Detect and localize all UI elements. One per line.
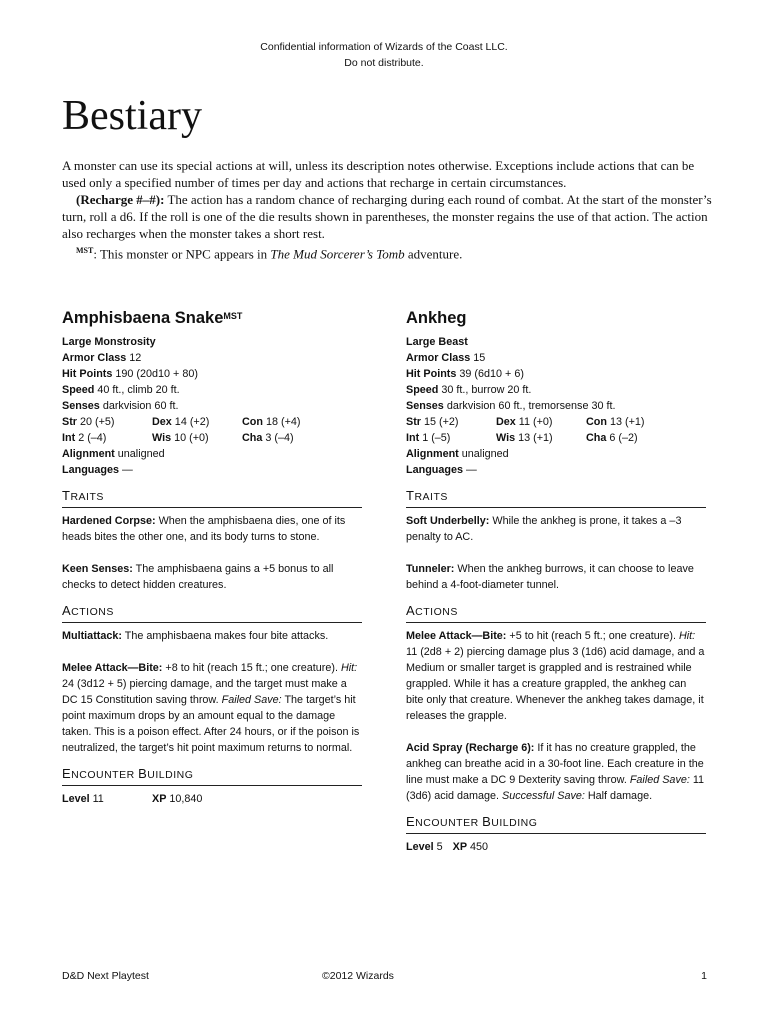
ac-value: 12	[126, 352, 142, 364]
senses-value: darkvision 60 ft., tremorsense 30 ft.	[443, 400, 616, 412]
ability-value: 14 (+2)	[171, 416, 210, 428]
level	[406, 839, 443, 855]
section-encounter-building	[406, 814, 706, 834]
hp-value: 39 (6d10 + 6)	[456, 368, 524, 380]
recharge-paragraph	[62, 191, 712, 242]
successful-save-label: Successful Save:	[502, 790, 585, 802]
ability-cha	[242, 430, 332, 446]
section-rest: UILDING	[147, 769, 194, 781]
languages-label: Languages	[406, 464, 463, 476]
ability-value: 13 (+1)	[607, 416, 645, 428]
action-text: The amphisbaena makes four bite attacks.	[122, 630, 329, 642]
ability-label: Con	[242, 416, 263, 428]
action-label: Acid Spray (Recharge 6):	[406, 742, 535, 754]
hit-label: Hit:	[678, 630, 696, 642]
action-bite	[62, 660, 362, 756]
ability-label: Wis	[152, 432, 172, 444]
armor-class	[406, 350, 706, 366]
trait-hardened-corpse	[62, 513, 362, 545]
statblock-amphisbaena	[62, 306, 362, 807]
ability-label: Cha	[242, 432, 263, 444]
alignment-value: unaligned	[458, 448, 509, 460]
action-text: 11 (3d6) acid damage.	[406, 774, 705, 802]
action-label: Melee Attack—Bite:	[406, 630, 507, 642]
section-cap: A	[406, 603, 416, 618]
failed-save-label: Failed Save:	[221, 694, 282, 706]
monster-source-sup: MST	[223, 311, 243, 321]
trait-tunneler	[406, 561, 706, 593]
page-number: 1	[701, 970, 707, 982]
section-actions	[406, 603, 706, 623]
action-text: Half damage.	[584, 790, 653, 802]
ability-row	[406, 414, 706, 430]
speed-value: 40 ft., climb 20 ft.	[94, 384, 180, 396]
ability-label: Int	[62, 432, 76, 444]
section-rest: CTIONS	[415, 606, 458, 618]
action-text: If it has no creature grappled, the ankheg can breathe acid in a 30-foot line. Each creature in the line must make a DC 9 Dexterity saving throw.	[406, 742, 704, 786]
ability-label: Dex	[152, 416, 172, 428]
trait-label: Tunneler:	[406, 563, 455, 575]
ability-value: 3 (–4)	[262, 432, 294, 444]
ability-wis	[152, 430, 242, 446]
hit-points	[62, 366, 362, 382]
ability-row	[62, 430, 362, 446]
action-bite	[406, 628, 706, 724]
senses-label: Senses	[62, 400, 100, 412]
ability-con	[586, 414, 676, 430]
hit-label: Hit:	[340, 662, 358, 674]
ability-value: 15 (+2)	[421, 416, 459, 428]
senses	[62, 398, 362, 414]
ability-label: Str	[62, 416, 77, 428]
xp-label: XP	[152, 793, 167, 805]
ability-label: Cha	[586, 432, 607, 444]
ability-int	[62, 430, 152, 446]
section-cap: E	[62, 766, 72, 781]
ability-label: Int	[406, 432, 420, 444]
ability-label: Wis	[496, 432, 516, 444]
hp-value: 190 (20d10 + 80)	[112, 368, 198, 380]
action-multiattack	[62, 628, 362, 644]
action-acid-spray	[406, 740, 706, 804]
speed-value: 30 ft., burrow 20 ft.	[438, 384, 532, 396]
intro-paragraph: A monster can use its special actions at will, unless its description notes otherwise. Exceptions include actions that can be used only a specified number of times per day and actions that recharge in certain circumstances.	[62, 158, 695, 190]
mst-adventure-title: The Mud Sorcerer’s Tomb	[270, 246, 405, 262]
action-text: 24 (3d12 + 5) piercing damage, and the target must make a DC 15 Constitution saving throw.	[62, 678, 347, 706]
senses-label: Senses	[406, 400, 444, 412]
monster-name-text: Amphisbaena Snake	[62, 309, 224, 327]
action-text: +8 to hit (reach 15 ft.; one creature).	[162, 662, 341, 674]
ability-str	[406, 414, 496, 430]
languages-label: Languages	[62, 464, 119, 476]
ability-value: 18 (+4)	[263, 416, 301, 428]
intro-text	[62, 157, 712, 262]
mst-text-pre: : This monster or NPC appears in	[93, 246, 271, 262]
trait-label: Hardened Corpse:	[62, 515, 156, 527]
trait-text: When the amphisbaena dies, one of its heads bites the other one, and its body turns to stone.	[62, 515, 346, 543]
languages	[62, 462, 362, 478]
speed-label: Speed	[406, 384, 439, 396]
xp	[152, 791, 202, 807]
action-text: +5 to hit (reach 5 ft.; one creature).	[506, 630, 679, 642]
ac-label: Armor Class	[62, 352, 127, 364]
monster-name: Ankheg	[406, 309, 467, 327]
ability-wis	[496, 430, 586, 446]
ability-value: 6 (–2)	[606, 432, 638, 444]
ability-label: Dex	[496, 416, 516, 428]
monster-type: Large Monstrosity	[62, 336, 156, 348]
page-title: Bestiary	[62, 93, 202, 139]
section-rest: UILDING	[491, 817, 538, 829]
languages-value: —	[119, 464, 133, 476]
senses-value: darkvision 60 ft.	[99, 400, 179, 412]
ability-int	[406, 430, 496, 446]
hit-points	[406, 366, 706, 382]
ability-cha	[586, 430, 676, 446]
recharge-text: The action has a random chance of recharging during each round of combat. At the start of the monster’s turn, roll a d6. If the roll is one of the die results shown in parentheses, the monster regains the use of that action. The action also recharges when the monster takes a short rest.	[62, 192, 712, 241]
section-rest: CTIONS	[71, 606, 114, 618]
section-rest: NCOUNTER	[415, 817, 483, 829]
section-cap: A	[62, 603, 72, 618]
encounter-values	[62, 791, 362, 807]
xp-value: 10,840	[166, 793, 203, 805]
ability-value: 13 (+1)	[515, 432, 553, 444]
ability-value: 1 (–5)	[419, 432, 451, 444]
alignment	[62, 446, 362, 462]
trait-text: When the ankheg burrows, it can choose to leave behind a 4-foot-diameter tunnel.	[406, 563, 694, 591]
section-cap: E	[406, 814, 416, 829]
hp-label: Hit Points	[62, 368, 113, 380]
confidential-line-2: Do not distribute.	[344, 57, 424, 69]
xp	[453, 839, 488, 855]
section-encounter-building	[62, 766, 362, 786]
section-rest: RAITS	[414, 491, 448, 503]
monster-type: Large Beast	[406, 336, 468, 348]
level-label: Level	[406, 841, 434, 853]
action-label: Multiattack:	[62, 630, 122, 642]
ac-value: 15	[470, 352, 486, 364]
ability-str	[62, 414, 152, 430]
ability-value: 10 (+0)	[171, 432, 209, 444]
speed	[406, 382, 706, 398]
confidential-line-1: Confidential information of Wizards of the Coast LLC.	[260, 41, 508, 53]
footer-left: D&D Next Playtest	[62, 970, 149, 982]
trait-text: The amphisbaena gains a +5 bonus to all checks to detect hidden creatures.	[62, 563, 334, 591]
trait-label: Soft Underbelly:	[406, 515, 490, 527]
alignment-label: Alignment	[62, 448, 115, 460]
ability-value: 20 (+5)	[77, 416, 115, 428]
ability-value: 2 (–4)	[75, 432, 107, 444]
mst-text-post: adventure.	[404, 246, 463, 262]
ability-dex	[496, 414, 586, 430]
languages-value: —	[463, 464, 477, 476]
statblock-ankheg	[406, 306, 706, 855]
armor-class	[62, 350, 362, 366]
section-cap: T	[406, 488, 415, 503]
xp-value: 450	[467, 841, 489, 853]
level-value: 11	[89, 793, 104, 805]
action-label: Melee Attack—Bite:	[62, 662, 163, 674]
ability-row	[62, 414, 362, 430]
level-value: 5	[433, 841, 443, 853]
section-rest: NCOUNTER	[71, 769, 139, 781]
languages	[406, 462, 706, 478]
monster-name	[62, 310, 362, 326]
hp-label: Hit Points	[406, 368, 457, 380]
section-cap: B	[482, 814, 492, 829]
section-actions	[62, 603, 362, 623]
ability-label: Con	[586, 416, 607, 428]
ability-value: 11 (+0)	[515, 416, 553, 428]
recharge-label: (Recharge #–#):	[76, 192, 165, 207]
encounter-values	[406, 839, 706, 855]
ability-row	[406, 430, 706, 446]
ability-con	[242, 414, 332, 430]
speed-label: Speed	[62, 384, 95, 396]
section-cap: B	[138, 766, 148, 781]
trait-soft-underbelly	[406, 513, 706, 545]
trait-keen-senses	[62, 561, 362, 593]
alignment	[406, 446, 706, 462]
trait-text: While the ankheg is prone, it takes a –3 penalty to AC.	[406, 515, 682, 543]
action-text: The target’s hit point maximum drops by an amount equal to the damage taken. This is a poison effect. After 24 hours, or if the poison is neutralized, the target’s hit point maximum returns to normal.	[62, 694, 360, 754]
alignment-value: unaligned	[114, 448, 165, 460]
failed-save-label: Failed Save:	[629, 774, 690, 786]
section-cap: T	[62, 488, 71, 503]
level	[62, 791, 152, 807]
ability-dex	[152, 414, 242, 430]
ac-label: Armor Class	[406, 352, 471, 364]
speed	[62, 382, 362, 398]
senses	[406, 398, 706, 414]
section-traits	[406, 488, 706, 508]
confidential-notice	[0, 39, 768, 71]
xp-label: XP	[452, 841, 468, 853]
trait-label: Keen Senses:	[62, 563, 133, 575]
mst-label: MST	[76, 246, 94, 255]
ability-label: Str	[406, 416, 421, 428]
section-traits	[62, 488, 362, 508]
level-label: Level	[62, 793, 90, 805]
mst-paragraph	[62, 242, 712, 262]
footer-center: ©2012 Wizards	[322, 970, 394, 982]
section-rest: RAITS	[70, 491, 104, 503]
action-text: 11 (2d8 + 2) piercing damage plus 3 (1d6) acid damage, and a Medium or smaller target is grappled and is restrained while grappled. While it has a creature grappled, the ankheg can bite only that creature. Whenever the ankheg takes damage, it releases the grapple.	[406, 646, 705, 722]
alignment-label: Alignment	[406, 448, 459, 460]
